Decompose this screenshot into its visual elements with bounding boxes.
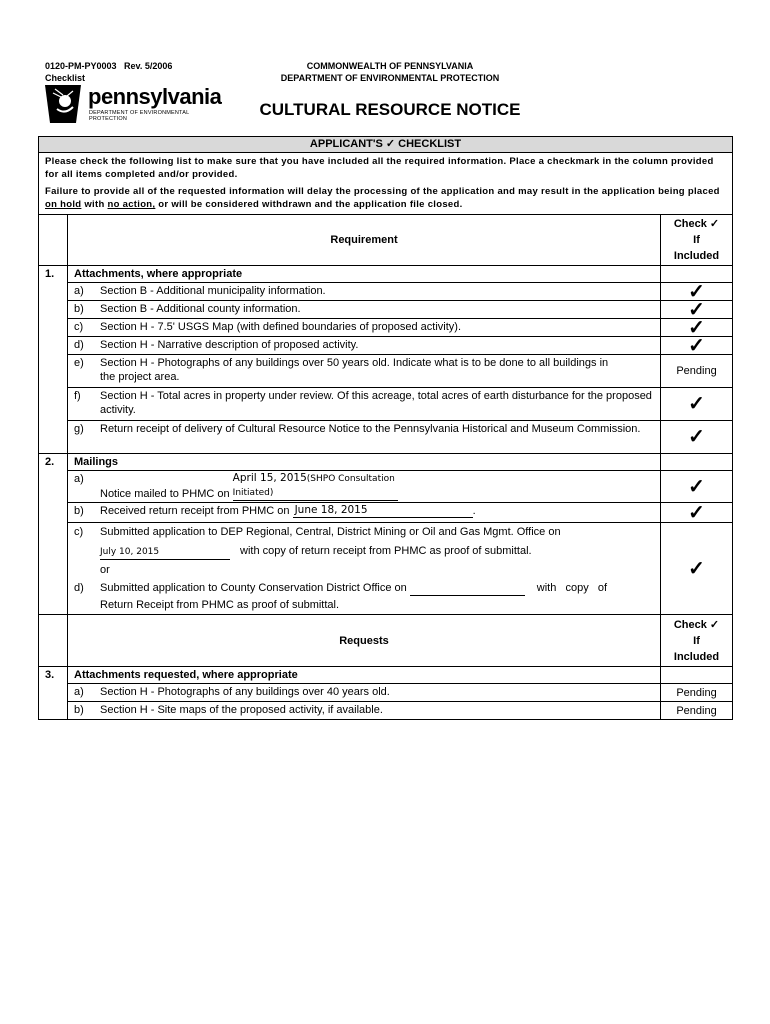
item-text: Notice mailed to PHMC on (100, 488, 230, 500)
checkmark-icon[interactable]: ✓ (661, 471, 733, 503)
num-header-cell (39, 215, 68, 266)
agency-line-1: COMMONWEALTH OF PENNSYLVANIA (306, 61, 474, 71)
list-item (68, 471, 661, 503)
mailed-date-value: April 15, 2015 (232, 472, 307, 484)
form-id: 0120-PM-PY0003 Rev. 5/2006 (45, 61, 173, 71)
checklist-table (38, 136, 733, 720)
instructions-paragraph-1: Please check the following list to make sure that you have included all the required information. Place a checkmark in the column provided for all items completed and/or provided. (45, 156, 714, 180)
keystone-icon (43, 85, 83, 123)
item-label: a) (74, 285, 84, 297)
item-text: Submitted application to DEP Regional, Central, District Mining or Oil and Gas Mgmt. Office on (100, 526, 561, 538)
item-label: b) (74, 505, 84, 517)
form-id-block (45, 60, 172, 84)
or-text: or (100, 564, 110, 576)
no-action-text: no action, (107, 199, 156, 210)
item-text: Section H - Narrative description of proposed activity. (100, 339, 359, 351)
dep-submittal-date-value: July 10, 2015 (100, 547, 160, 557)
item-text: Section H - 7.5' USGS Map (with defined boundaries of proposed activity). (100, 321, 462, 333)
logo-wordmark: pennsylvania (88, 84, 222, 109)
list-item (68, 503, 661, 523)
requests-header: Requests (68, 615, 661, 667)
item-text: Section B - Additional county information. (100, 303, 301, 315)
item-label: f) (74, 390, 81, 402)
list-item (68, 421, 661, 454)
section-title: Attachments, where appropriate (68, 266, 661, 283)
check-header-line: If (693, 634, 700, 647)
item-label: e) (74, 357, 84, 369)
item-text: Section H - Photographs of any buildings over 50 years old. Indicate what is to be done to all buildings in the project area. (100, 357, 609, 383)
check-header-line: Included (673, 650, 720, 663)
mailed-date-field[interactable] (233, 472, 398, 501)
check-header-line: Check ✓ (673, 618, 720, 631)
item-label: c) (74, 526, 84, 538)
requirement-header: Requirement (68, 215, 661, 266)
item-text: . (472, 505, 476, 517)
item-text: Section H - Total acres in property under review. Of this acreage, total acres of earth disturbance for the proposed activity. (100, 390, 652, 416)
section-number: 1. (39, 266, 68, 454)
list-item (68, 301, 661, 319)
item-text: Section H - Photographs of any buildings over 40 years old. (100, 686, 390, 698)
list-item (68, 523, 661, 615)
list-item (68, 702, 661, 720)
item-text: Return Receipt from PHMC as proof of submittal. (100, 599, 340, 611)
check-header (661, 215, 733, 266)
county-submittal-date-field[interactable] (410, 584, 525, 596)
item-label: d) (74, 339, 84, 351)
checkmark-icon[interactable]: ✓ (661, 319, 733, 337)
checkmark-icon[interactable]: ✓ (661, 503, 733, 523)
item-text: Section B - Additional municipality information. (100, 285, 326, 297)
item-label: b) (74, 303, 84, 315)
list-item (68, 283, 661, 301)
instructions-text: Failure to provide all of the requested information will delay the processing of the application and may result in the application being placed (45, 186, 720, 197)
checkmark-icon[interactable]: ✓ (661, 523, 733, 615)
status-pending[interactable]: Pending (661, 702, 733, 720)
list-item (68, 337, 661, 355)
checkmark-icon[interactable]: ✓ (661, 283, 733, 301)
checklist-instructions (39, 153, 733, 215)
check-header-line: Included (673, 250, 720, 262)
check-header-line: Check ✓ (673, 218, 720, 230)
instructions-text: or will be considered withdrawn and the application file closed. (155, 199, 463, 210)
status-pending[interactable]: Pending (661, 684, 733, 702)
item-label: g) (74, 423, 84, 435)
checklist-banner: APPLICANT'S ✓ CHECKLIST (39, 137, 733, 153)
section-number: 2. (39, 454, 68, 615)
item-label: b) (74, 704, 84, 716)
item-text: with copy of return receipt from PHMC as proof of submittal. (240, 545, 532, 557)
section-title: Attachments requested, where appropriate (68, 667, 661, 684)
item-label: a) (74, 473, 84, 485)
checkmark-icon[interactable]: ✓ (661, 301, 733, 319)
item-text (100, 472, 660, 501)
item-text: Received return receipt from PHMC on (100, 505, 290, 517)
item-label: a) (74, 686, 84, 698)
list-item (68, 388, 661, 421)
item-text (100, 504, 660, 518)
item-text: Section H - Site maps of the proposed activity, if available. (100, 704, 383, 716)
instructions-paragraph-2 (45, 185, 726, 211)
instructions-text: with (81, 199, 108, 210)
empty-check-cell (661, 266, 733, 283)
document-title: CULTURAL RESOURCE NOTICE (259, 100, 521, 119)
list-item (68, 684, 661, 702)
num-header-cell (39, 615, 68, 667)
list-item (68, 319, 661, 337)
item-text: Submitted application to County Conservation District Office on (100, 582, 407, 594)
checkmark-icon[interactable]: ✓ (661, 337, 733, 355)
dep-submittal-date-field[interactable] (100, 545, 230, 560)
on-hold-text: on hold (45, 199, 82, 210)
section-title: Mailings (68, 454, 661, 471)
check-header-line: If (693, 234, 700, 246)
agency-block (245, 60, 535, 84)
check-header (661, 615, 733, 667)
checkmark-icon[interactable]: ✓ (661, 421, 733, 454)
item-label: c) (74, 321, 84, 333)
logo-subtitle: DEPARTMENT OF ENVIRONMENTAL PROTECTION (89, 110, 190, 122)
status-pending[interactable]: Pending (661, 355, 733, 388)
empty-check-cell (661, 667, 733, 684)
receipt-date-field[interactable] (293, 504, 473, 518)
form-type: Checklist (45, 73, 86, 83)
mailed-date-note: (SHPO Consultation Initiated) (232, 474, 395, 498)
empty-check-cell (661, 454, 733, 471)
item-label: d) (74, 582, 84, 594)
agency-line-2: DEPARTMENT OF ENVIRONMENTAL PROTECTION (280, 73, 500, 83)
list-item (68, 355, 661, 388)
item-text: Return receipt of delivery of Cultural Resource Notice to the Pennsylvania Historical and Museum Commission. (100, 423, 641, 435)
section-number: 3. (39, 667, 68, 720)
checkmark-icon[interactable]: ✓ (661, 388, 733, 421)
pa-logo (43, 84, 222, 123)
item-text: with copy of (536, 582, 608, 594)
receipt-date-value: June 18, 2015 (294, 504, 368, 516)
